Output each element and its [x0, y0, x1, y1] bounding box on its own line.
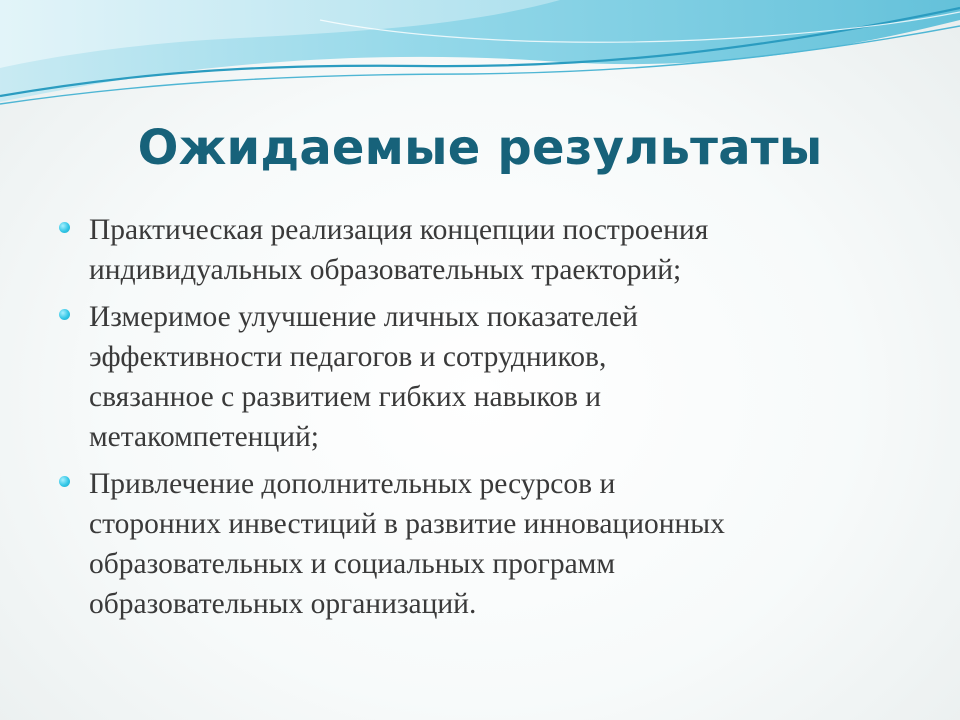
- bullet-line: Измеримое улучшение личных показателей: [89, 301, 638, 333]
- bullet-text: [89, 464, 928, 624]
- bullet-line: эффективности педагогов и сотрудников,: [89, 341, 607, 373]
- header-wave-decoration: [0, 0, 960, 120]
- circle-bullet-icon: [59, 476, 70, 487]
- bullet-line: сторонних инвестиций в развитие инновационных: [89, 508, 725, 540]
- circle-bullet-icon: [59, 222, 70, 233]
- slide-title: Ожидаемые результаты: [137, 120, 823, 176]
- circle-bullet-icon: [59, 309, 70, 320]
- bullet-list: [58, 210, 928, 631]
- bullet-line: Практическая реализация концепции построения: [89, 214, 709, 246]
- bullet-text: [89, 297, 928, 457]
- bullet-line: индивидуальных образовательных траекторий;: [89, 254, 682, 286]
- bullet-item: [58, 210, 928, 290]
- bullet-line: связанное с развитием гибких навыков и: [89, 381, 602, 413]
- bullet-line: Привлечение дополнительных ресурсов и: [89, 468, 616, 500]
- bullet-line: образовательных и социальных программ: [89, 548, 616, 580]
- bullet-item: [58, 464, 928, 624]
- bullet-line: образовательных организаций.: [89, 588, 477, 620]
- bullet-item: [58, 297, 928, 457]
- bullet-line: метакомпетенций;: [89, 421, 320, 453]
- bullet-text: [89, 210, 928, 290]
